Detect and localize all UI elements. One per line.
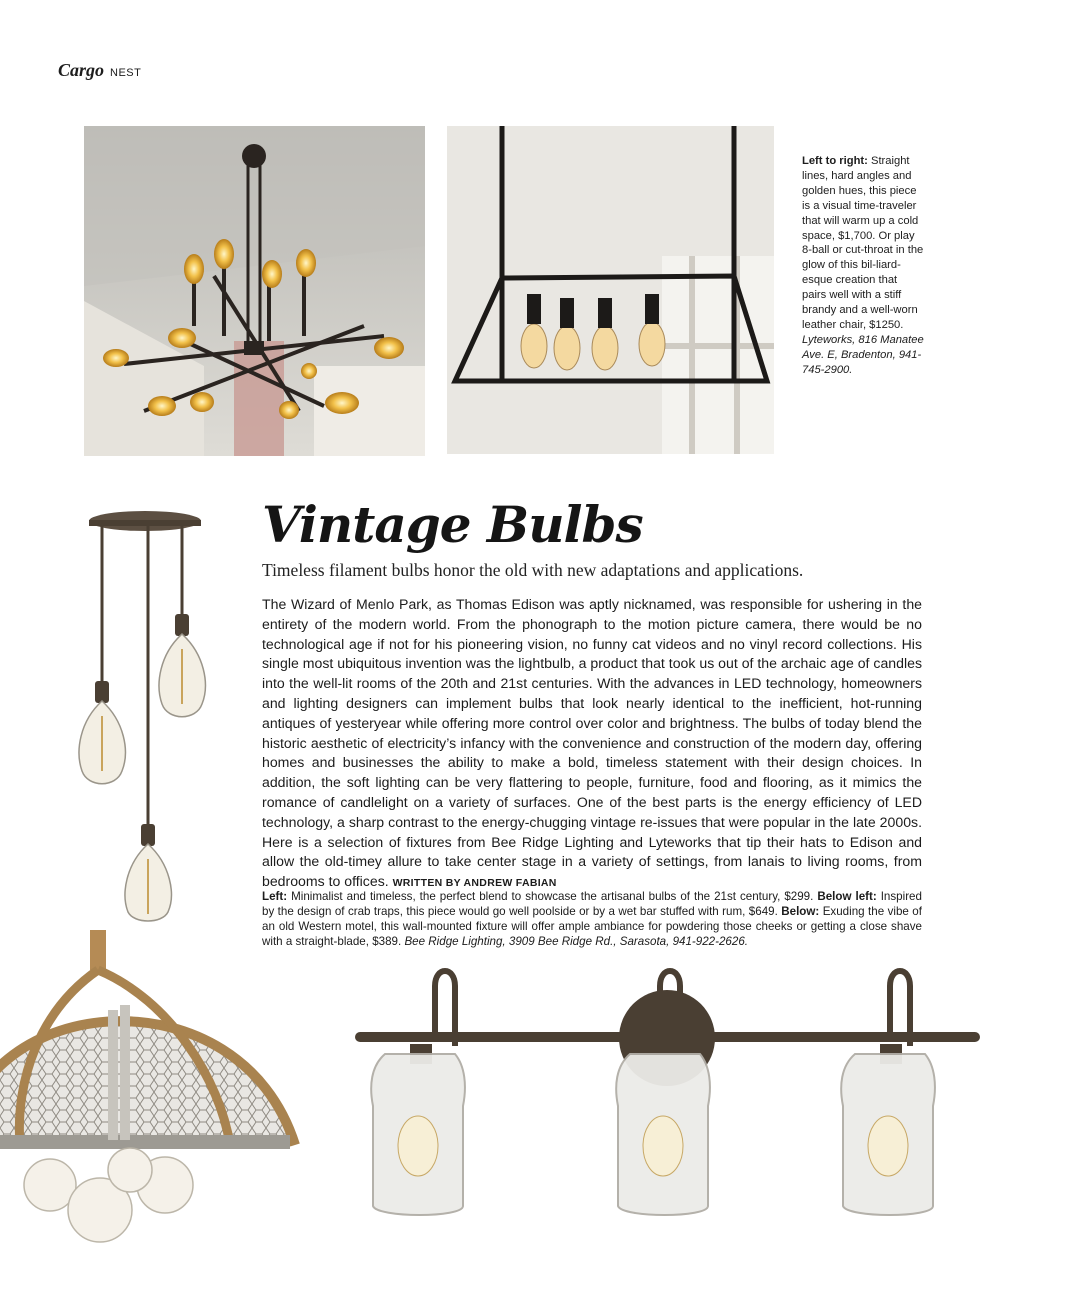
rectangular-pendant-photo — [447, 126, 774, 454]
article-deck: Timeless filament bulbs honor the old with new adaptations and applications. — [262, 560, 804, 580]
sputnik-chandelier-photo — [84, 126, 425, 456]
section-label: NEST — [110, 67, 142, 79]
caption-bottom-source: Bee Ridge Lighting, 3909 Bee Ridge Rd., Sarasota, 941-922-2626. — [404, 935, 748, 948]
three-light-vanity-fixture-photo — [355, 966, 980, 1222]
three-pendant-cluster-photo — [70, 506, 210, 922]
caption-lead: Left to right: — [802, 155, 868, 167]
top-photos-caption — [802, 154, 924, 378]
bottom-photos-caption — [262, 889, 922, 949]
caption-source: Lyteworks, 816 Manatee Ave. E, Bradenton, 941-745-2900. — [802, 333, 924, 376]
caption-text: Straight lines, hard angles and golden hues, this piece is a visual time-traveler that will warm up a cold space, $1,700. Or play 8-ball or cut-throat in the glow of this bil-liard-esque creation that pairs well with a stiff brandy and a well-worn leather chair, $1250. — [802, 155, 924, 331]
caption-left-lead: Left: — [262, 890, 288, 903]
article-byline: WRITTEN BY ANDREW FABIAN — [392, 877, 557, 890]
caption-below-lead: Below: — [781, 905, 820, 918]
caption-left-text: Minimalist and timeless, the perfect blend to showcase the artisanal bulbs of the 21st century, $299. — [291, 890, 814, 903]
crab-trap-chandelier-photo — [0, 930, 300, 1250]
article-body — [262, 595, 922, 894]
caption-below-text: Exuding the vibe of an old Western motel, this wall-mounted fixture will offer ample ambiance for powdering those cheeks or getting a close shave with a straight-blade, $389. — [262, 905, 922, 948]
caption-below-left-lead: Below left: — [817, 890, 877, 903]
article-title: Vintage Bulbs — [262, 495, 643, 554]
magazine-brand: Cargo — [58, 60, 105, 80]
caption-below-left-text: Inspired by the design of crab traps, this piece would go well poolside or by a wet bar stuffed with rum, $649. — [262, 890, 922, 918]
article-body-text: The Wizard of Menlo Park, as Thomas Edison was aptly nicknamed, was responsible for ushering in the entirety of the modern world. From the phonograph to the motion picture camera, there would be no technological age if not for his pioneering vision, no funny cat videos and no vinyl record collections. His single most ubiquitous invention was the lightbulb, a product that took us out of the archaic age of candles into the well-lit rooms of the 20th and 21st centuries. With the advances in LED technology, homeowners and lighting designers can implement bulbs that look nearly identical to the inefficient, hot-running antiques of yesteryear while offering more control over color and brightness. The bulbs of today blend the historic aesthetic of electricity’s infancy with the convenience and construction of the modern day, offering homes and businesses the ability to make a bold, timeless statement with their design choices. In addition, the soft lighting can be very flattering to people, furniture, food and flooring, as it mimics the romance of candlelight on a variety of surfaces. One of the best parts is the energy efficiency of LED technology, a sharp contrast to the energy-chugging vintage re-issues that were popular in the late 2000s. Here is a selection of fixtures from Bee Ridge Lighting and Lyteworks that tip their hats to Edison and allow the old-timey allure to take center stage in a variety of settings, from lanais to living rooms, from bedrooms to offices. — [262, 596, 922, 890]
running-head — [58, 60, 141, 81]
